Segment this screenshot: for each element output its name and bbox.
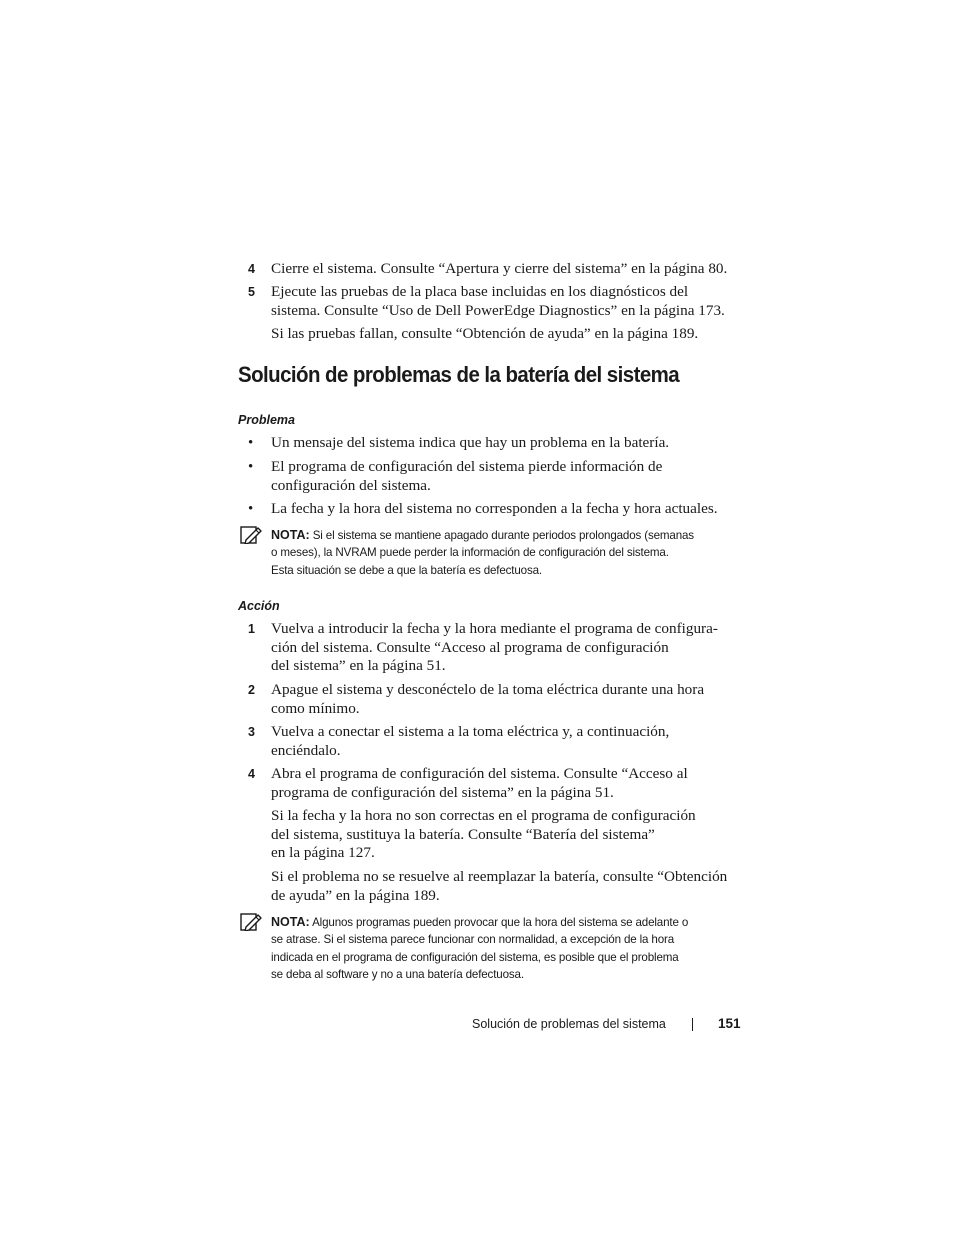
step-number: 3 [248, 725, 255, 739]
note-text [271, 527, 746, 579]
bullet-icon: • [248, 435, 254, 451]
step-text: Ejecute las pruebas de la placa base incluidas en los diagnósticos del sistema. Consulte “Uso de Dell PowerEdge Diagnostics” en la página 173. [271, 283, 725, 319]
step-number: 4 [248, 262, 255, 276]
footer-divider [692, 1018, 693, 1031]
step-text-followup: Si las pruebas fallan, consulte “Obtención de ayuda” en la página 189. [271, 325, 699, 342]
note-body: Algunos programas pueden provocar que la hora del sistema se adelante o se atrase. Si el sistema parece funcionar con normalidad, a excepción de la hora indicada en el programa de configuración del sistema, es posible que el problema se deba al software y no a una batería defectuosa. [271, 916, 689, 981]
note-text [271, 914, 746, 983]
step-number: 4 [248, 767, 255, 781]
action-heading: Acción [238, 599, 280, 613]
step-text: Vuelva a introducir la fecha y la hora mediante el programa de configura- ción del sistema. Consulte “Acceso al programa de configuración del sistema” en la página 51. [271, 620, 718, 675]
step-text: Apague el sistema y desconéctelo de la toma eléctrica durante una hora como mínimo. [271, 681, 705, 717]
footer-section-title: Solución de problemas del sistema [472, 1017, 666, 1031]
step-number: 1 [248, 622, 255, 636]
section-title: Solución de problemas de la batería del sistema [238, 362, 680, 387]
note-body: Si el sistema se mantiene apagado durante periodos prolongados (semanas o meses), la NVRAM puede perder la información de configuración del sistema. Esta situación se debe a que la batería es defectuosa. [271, 529, 694, 577]
note-label: NOTA: [271, 528, 310, 542]
step-number: 5 [248, 285, 255, 299]
bullet-text: Un mensaje del sistema indica que hay un problema en la batería. [271, 434, 670, 451]
problem-heading: Problema [238, 413, 295, 427]
bullet-text: El programa de configuración del sistema pierde información de configuración del sistema. [271, 458, 663, 494]
note-label: NOTA: [271, 915, 310, 929]
pencil-note-icon [240, 526, 262, 544]
bullet-text: La fecha y la hora del sistema no corresponden a la fecha y hora actuales. [271, 500, 718, 517]
step-number: 2 [248, 683, 255, 697]
pencil-note-icon [240, 913, 262, 931]
step-text: Vuelva a conectar el sistema a la toma eléctrica y, a continuación, enciéndalo. [271, 723, 670, 759]
step-text: Abra el programa de configuración del sistema. Consulte “Acceso al programa de configuración del sistema” en la página 51. [271, 765, 688, 801]
step-text-followup: Si el problema no se resuelve al reemplazar la batería, consulte “Obtención de ayuda” en la página 189. [271, 868, 728, 904]
page-number: 151 [718, 1016, 741, 1031]
bullet-icon: • [248, 459, 254, 475]
step-text-followup: Si la fecha y la hora no son correctas en el programa de configuración del sistema, sustituya la batería. Consulte “Batería del sistema” en la página 127. [271, 807, 696, 862]
bullet-icon: • [248, 501, 254, 517]
step-text: Cierre el sistema. Consulte “Apertura y cierre del sistema” en la página 80. [271, 260, 728, 277]
